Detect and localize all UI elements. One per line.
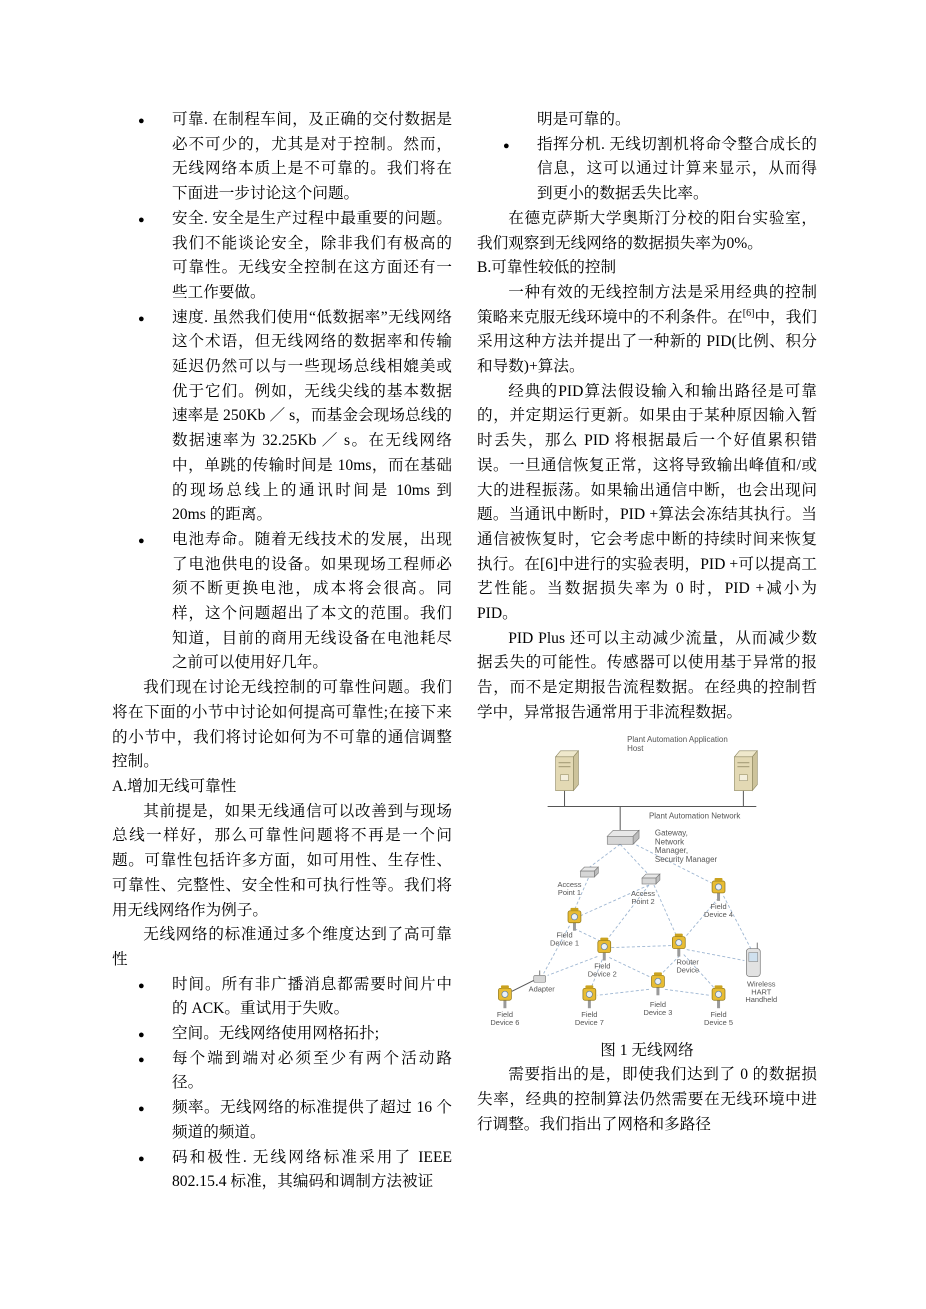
bullet-text: 可靠. 在制程车间，及正确的交付数据是必不可少的，尤其是对于控制。然而，无线网络本质上是不可靠的。我们将在下面进一步讨论这个问题。 — [172, 111, 452, 203]
figure-label: Field — [649, 999, 666, 1009]
figure-label: Field — [496, 1009, 513, 1019]
figure-label: Field — [594, 961, 611, 971]
bullet-text: 速度. 虽然我们使用“低数据率”无线网络这个术语，但无线网络的数据率和传输延迟仍然可以与一些现场总线相媲美或优于它们。例如，无线尖线的基本数据速率是 250Kb ／ s，而基金会现场总线的数据速率为 32.25Kb ／ s。在无线网络中，单跳的传输时间是 10ms，而在基础的现场总线上的通讯时间是 10ms 到 20ms 的距离。 — [172, 308, 452, 524]
figure-label: Router — [676, 957, 699, 967]
figure-label: Plant Automation Application — [627, 734, 728, 744]
field-device-icon — [651, 972, 664, 995]
figure-label: Device 3 — [643, 1007, 673, 1017]
bullet-item — [112, 1096, 452, 1145]
field-device-icon — [712, 878, 725, 901]
figure-label: Field — [710, 901, 727, 911]
paragraph-text: 中，我们采用这种方法并提出了一种新的 PID(比例、积分和导数)+算法。 — [477, 308, 817, 376]
figure-label: Device 1 — [550, 938, 580, 948]
access-point-icon — [580, 867, 598, 877]
bullet-item — [112, 528, 452, 676]
bullet-text: 码和极性. 无线网络标准采用了 IEEE 802.15.4 标准，其编码和调制方法被证 — [172, 1148, 452, 1191]
bullet-marker: ● — [138, 1152, 145, 1165]
section-heading-a: A.增加无线可靠性 — [112, 777, 237, 795]
figure-label: Network — [654, 836, 685, 846]
bullet-item — [112, 306, 452, 528]
handheld-icon — [746, 942, 760, 976]
left-column — [112, 108, 452, 1195]
paragraph: 我们现在讨论无线控制的可靠性问题。我们将在下面的小节中讨论如何提高可靠性;在接下来的小节中，我们将讨论如何为不可靠的通信调整控制。 — [112, 679, 452, 771]
bullet-text: 频率。无线网络的标准提供了超过 16 个频道的频道。 — [172, 1099, 452, 1141]
bullet-marker: ● — [138, 534, 145, 547]
figure-label: Plant Automation Network — [648, 811, 741, 821]
field-device-icon — [583, 985, 596, 1008]
figure-label: Access — [631, 888, 656, 898]
bullet-marker: ● — [138, 312, 145, 325]
field-device-icon — [498, 985, 511, 1008]
figure-label: Point 2 — [631, 896, 655, 906]
figure-label: Wireless — [747, 978, 776, 988]
paragraph — [477, 281, 817, 380]
bullet-text: 空间。无线网络使用网格拓扑; — [172, 1025, 380, 1043]
figure-1 — [477, 726, 817, 1039]
access-point-icon — [642, 874, 660, 884]
citation-ref: [6] — [742, 307, 755, 319]
figure-label: Security Manager — [654, 854, 718, 864]
bullet-marker: ● — [138, 213, 145, 226]
bullet-marker: ● — [138, 1103, 145, 1116]
bullet-item — [112, 108, 452, 207]
bullet-text: 电池寿命。随着无线技术的发展，出现了电池供电的设备。如果现场工程师必须不断更换电池，成本将会很高。同样，这个问题超出了本文的范围。我们知道，目前的商用无线设备在电池耗尽之前可以使用好几年。 — [172, 530, 452, 672]
bullet-marker: ● — [138, 1029, 145, 1042]
figure-caption: 图 1 无线网络 — [600, 1041, 694, 1059]
figure-label: Device 6 — [490, 1017, 520, 1027]
bullet-text: 时间。所有非广播消息都需要时间片中的 ACK。重试用于失败。 — [172, 975, 452, 1018]
figure-label: Field — [581, 1009, 598, 1019]
figure-label: Field — [710, 1009, 727, 1019]
right-column — [477, 108, 817, 1137]
paragraph: 在德克萨斯大学奥斯汀分校的阳台实验室，我们观察到无线网络的数据损失率为0%。 — [477, 209, 817, 252]
bullet-marker: ● — [138, 115, 145, 127]
bullet-item — [112, 1047, 452, 1096]
bullet-text: 每个端到端对必须至少有两个活动路径。 — [172, 1049, 452, 1092]
figure-label: Device 5 — [704, 1017, 734, 1027]
bullet-item — [112, 207, 452, 306]
continuation-text: 明是可靠的。 — [537, 111, 631, 128]
bullet-text: 指挥分机. 无线切割机将命令整合成长的信息，这可以通过计算来显示，从而得到更小的数据丢失比率。 — [537, 135, 817, 203]
figure-label: Manager, — [654, 845, 689, 855]
figure-label: Adapter — [528, 983, 555, 993]
section-heading-b: B.可靠性较低的控制 — [477, 259, 617, 277]
bullet-marker: ● — [138, 1053, 145, 1066]
server-icon — [734, 750, 757, 790]
bullet-item — [112, 973, 452, 1022]
figure-label: Device 7 — [574, 1017, 604, 1027]
paragraph-text: 一种有效的无线控制方法是采用经典的控制策略来克服无线环境中的不利条件。在 — [477, 283, 817, 326]
figure-label: Field — [556, 930, 573, 940]
bullet-item — [112, 1146, 452, 1195]
paragraph: PID Plus 还可以主动减少流量，从而减少数据丢失的可能性。传感器可以使用基于异常的报告，而不是定期报告流程数据。在经典的控制哲学中，异常报告通常用于非流程数据。 — [477, 629, 817, 721]
field-device-icon — [568, 907, 581, 930]
bullet-item — [112, 1022, 452, 1047]
figure-label: Host — [627, 743, 644, 753]
paragraph: 经典的PID算法假设输入和输出路径是可靠的，并定期运行更新。如果由于某种原因输入暂时丢失，那么 PID 将根据最后一个好值累积错误。一旦通信恢复正常，这将导致输出峰值和/或大的进程振荡。如果输出通信中断，也会出现问题。当通讯中断时，PID +算法会冻结其执行。当通信被恢复时，它会考虑中断的持续时间来恢复执行。在[6]中进行的实验表明，PID +可以提高工艺性能。当数据损失率为 0 时，PID +减小为 PID。 — [477, 382, 817, 623]
gateway-icon — [607, 830, 639, 844]
figure-label: Point 1 — [557, 887, 582, 897]
paragraph: 其前提是，如果无线通信可以改善到与现场总线一样好，那么可靠性问题将不再是一个问题。可靠性包括许多方面，如可用性、生存性、可靠性、完整性、安全性和可执行性等。我们将用无线网络作为例子。 — [112, 802, 452, 919]
bullet-marker: ● — [503, 139, 510, 152]
figure-label: Handheld — [745, 994, 778, 1004]
figure-label: Device 2 — [587, 968, 617, 978]
figure-label: HART — [751, 986, 772, 996]
server-icon — [556, 750, 579, 790]
network-diagram — [478, 729, 816, 1039]
field-device-icon — [712, 985, 725, 1008]
figure-label: Access — [557, 879, 582, 889]
figure-label: Gateway, — [654, 827, 688, 837]
field-device-icon — [598, 937, 611, 960]
bullet-text: 安全. 安全是生产过程中最重要的问题。我们不能谈论安全，除非我们有极高的可靠性。无线安全控制在这方面还有一些工作要做。 — [172, 209, 452, 301]
bullet-item — [477, 133, 817, 207]
figure-label: Device 4 — [704, 909, 734, 919]
figure-label: Device — [676, 965, 700, 975]
router-device-icon — [672, 933, 685, 956]
paragraph: 无线网络的标准通过多个维度达到了高可靠性 — [112, 926, 452, 968]
bullet-marker: ● — [138, 979, 145, 992]
paragraph: 需要指出的是，即使我们达到了 0 的数据损失率，经典的控制算法仍然需要在无线环境中进行调整。我们指出了网格和多路径 — [477, 1066, 817, 1133]
